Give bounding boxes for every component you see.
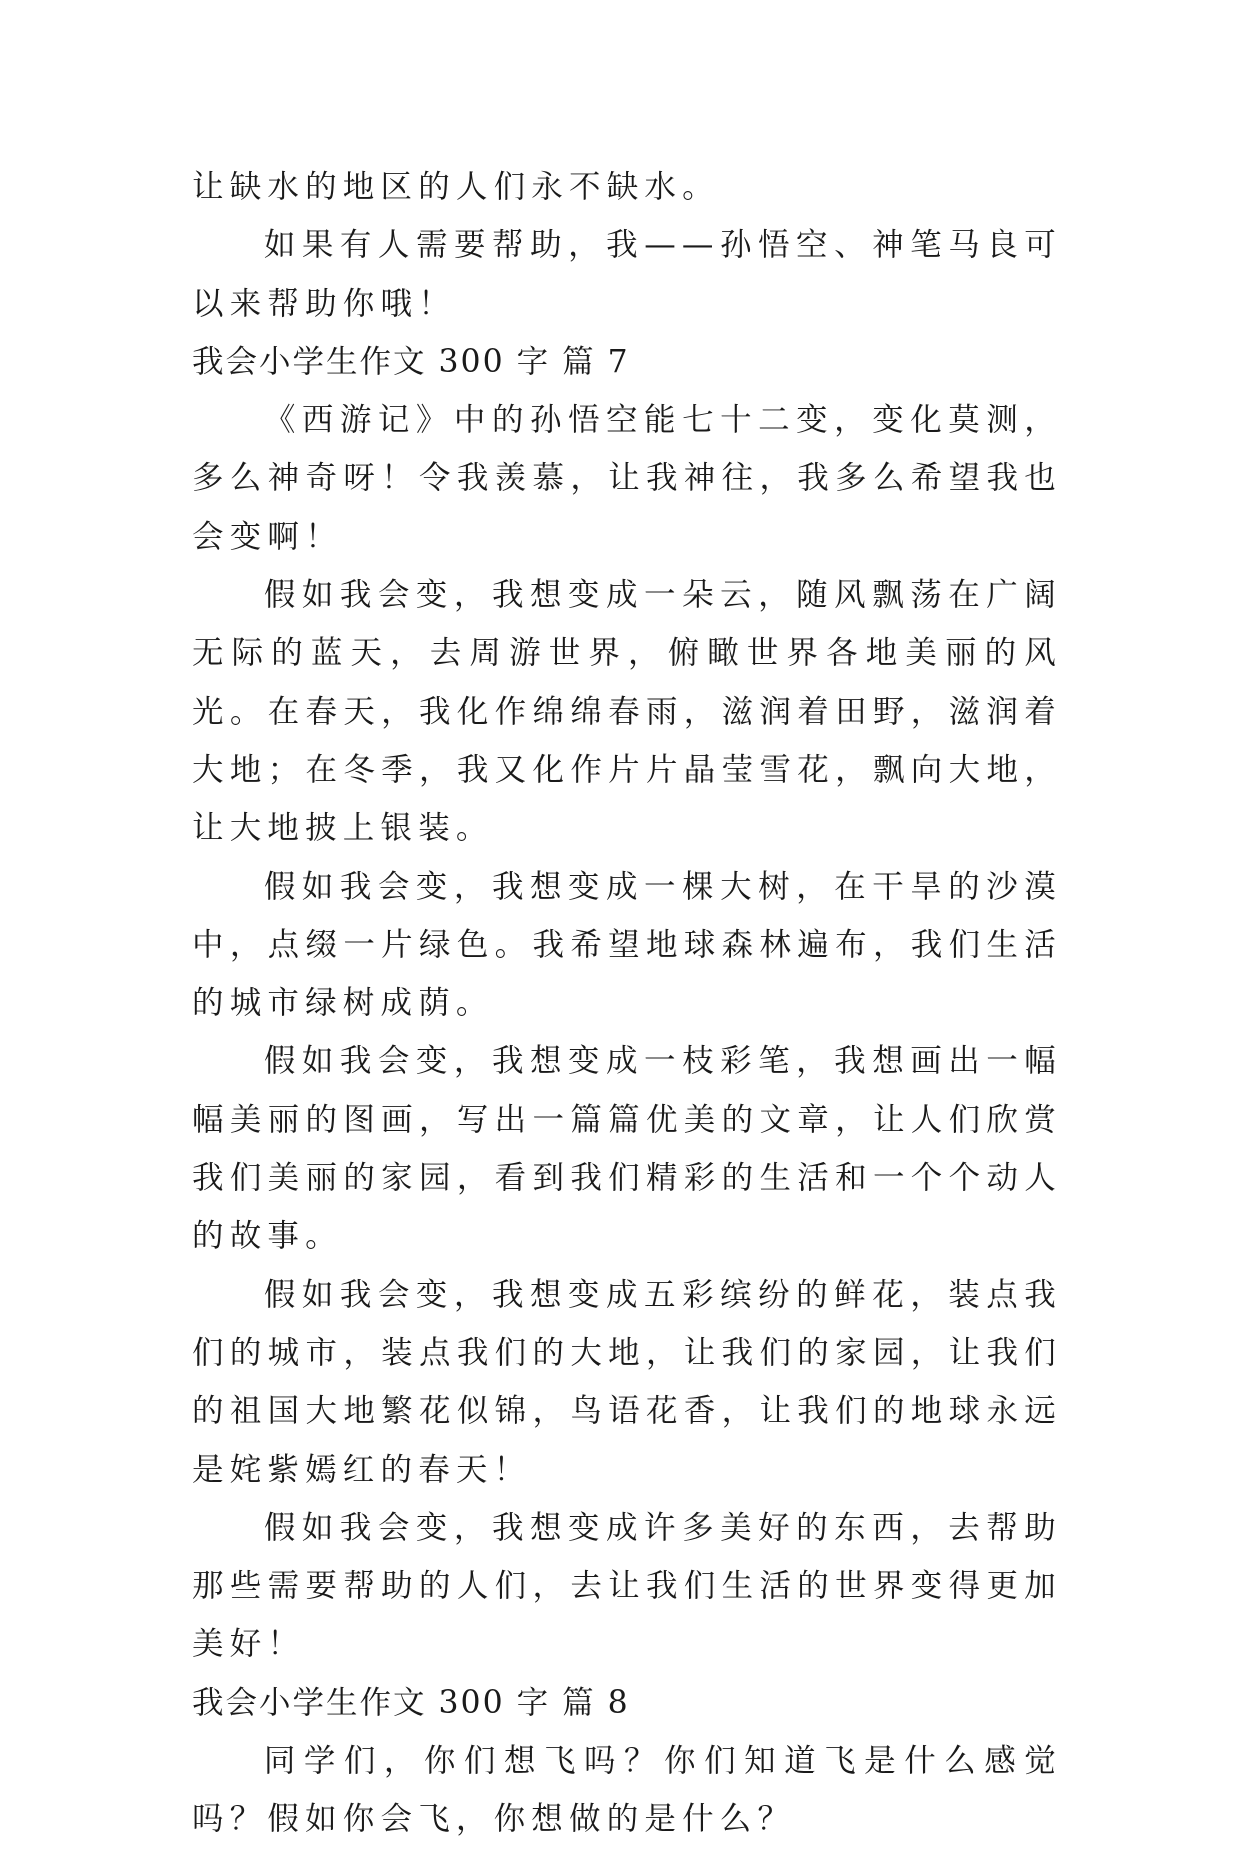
paragraph-flowers: 假如我会变，我想变成五彩缤纷的鲜花，装点我们的城市，装点我们的大地，让我们的家园，让我们的祖国大地繁花似锦，鸟语花香，让我们的地球永远是姹紫嫣红的春天！ (192, 1276, 1062, 1488)
paragraph-flying: 同学们，你们想飞吗？你们知道飞是什么感觉吗？假如你会飞，你想做的是什么？ (192, 1743, 1062, 1838)
paragraph-tree: 假如我会变，我想变成一棵大树，在干旱的沙漠中，点缀一片绿色。我希望地球森林遍布，我们生活的城市绿树成荫。 (192, 868, 1062, 1022)
paragraph-continuation: 让缺水的地区的人们永不缺水。 (192, 169, 720, 205)
paragraph-brush: 假如我会变，我想变成一枝彩笔，我想画出一幅幅美丽的图画，写出一篇篇优美的文章，让人们欣赏我们美丽的家园，看到我们精彩的生活和一个个动人的故事。 (192, 1043, 1062, 1255)
essay-heading-8: 我会小学生作文 300 字 篇 8 (192, 1684, 630, 1721)
paragraph-good-things: 假如我会变，我想变成许多美好的东西，去帮助那些需要帮助的人们，去让我们生活的世界变得更加美好！ (192, 1509, 1062, 1663)
paragraph-journey-west: 《西游记》中的孙悟空能七十二变，变化莫测，多么神奇呀！令我羡慕，让我神往，我多么希望我也会变啊！ (192, 402, 1062, 555)
paragraph-cloud: 假如我会变，我想变成一朵云，随风飘荡在广阔无际的蓝天，去周游世界，俯瞰世界各地美丽的风光。在春天，我化作绵绵春雨，滋润着田野，滋润着大地；在冬季，我又化作片片晶莹雪花，飘向大地，让大地披上银装。 (192, 577, 1062, 847)
essay-heading-7: 我会小学生作文 300 字 篇 7 (192, 343, 630, 380)
document-page (192, 158, 1062, 1849)
paragraph-help-offer: 如果有人需要帮助，我——孙悟空、神笔马良可以来帮助你哦！ (192, 227, 1062, 322)
